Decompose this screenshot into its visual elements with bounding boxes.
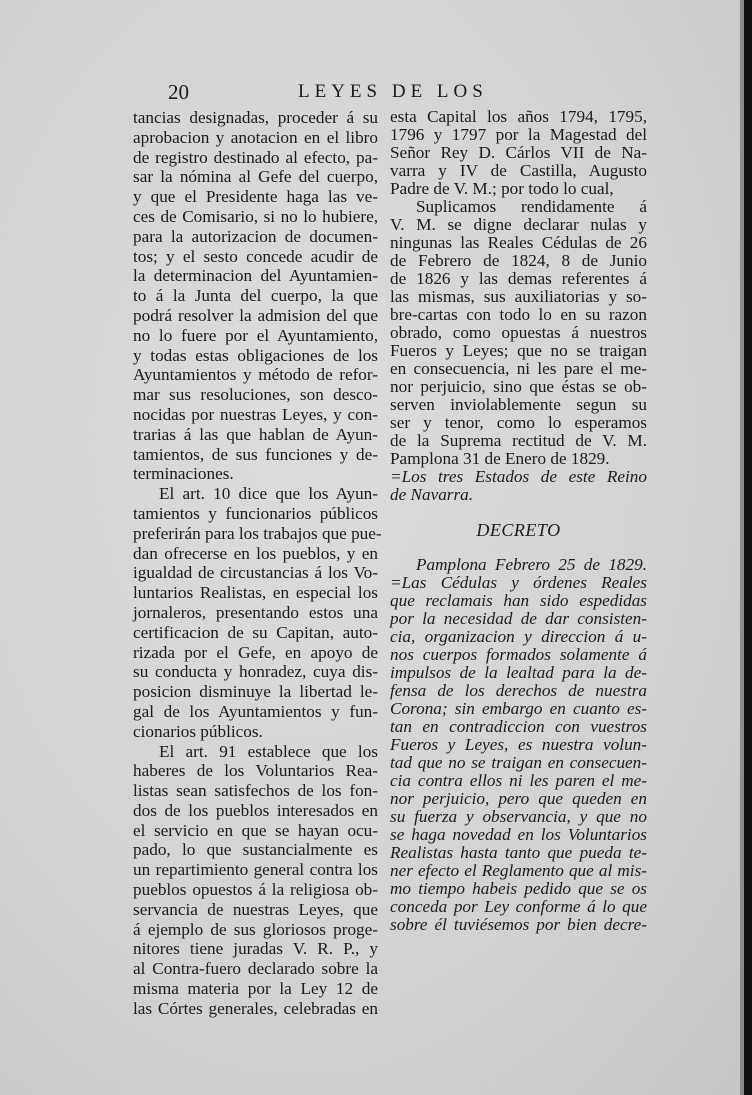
text-line: tancias designadas, proceder á su xyxy=(133,108,378,127)
left-column xyxy=(133,108,382,1019)
text-line: de Febrero de 1824, 8 de Junio xyxy=(390,251,647,270)
right-column xyxy=(390,108,647,934)
decree-text xyxy=(390,556,647,934)
paragraph xyxy=(390,556,647,934)
text-line: cionarios públicos. xyxy=(133,721,263,741)
text-line: trarias á las que hablan de Ayun- xyxy=(133,424,378,444)
text-line: de la Suprema rectitud de V. M. xyxy=(390,431,647,450)
text-line: El art. 91 establece que los xyxy=(159,741,378,761)
text-line: su conducta y honradez, cuya dis- xyxy=(133,662,378,682)
text-line: El art. 10 dice que los Ayun- xyxy=(159,484,378,504)
page-number: 20 xyxy=(168,80,189,104)
text-line: Padre de V. M.; por todo lo cual, xyxy=(390,179,614,198)
text-line: aprobacion y anotacion en el libro xyxy=(133,127,378,147)
text-line: listas sean satisfechos de los fon- xyxy=(133,781,378,801)
text-line: que reclamais han sido espedidas xyxy=(390,591,647,610)
text-line: ningunas las Reales Cédulas de 26 xyxy=(390,233,647,252)
text-line: ner efecto el Reglamento que al mis- xyxy=(390,861,647,880)
text-line: obrado, como opuestas á nuestros xyxy=(390,323,647,342)
text-line: Fueros y Leyes; que no se traigan xyxy=(390,341,647,360)
text-line: nocidas por nuestras Leyes, y con- xyxy=(133,404,378,424)
text-line: gal de los Ayuntamientos y fun- xyxy=(133,701,378,721)
text-line: sobre él tuviésemos por bien decre- xyxy=(390,915,647,934)
text-line: certificacion de su Capitan, auto- xyxy=(133,622,378,642)
text-line: pueblos opuestos á la religiosa ob- xyxy=(133,880,378,900)
text-line: fensa de los derechos de nuestra xyxy=(390,681,647,700)
text-line: nor perjuicio, pero que queden en xyxy=(390,789,647,808)
text-line: Ayuntamientos y método de refor- xyxy=(133,365,378,385)
text-line: sar la nómina al Gefe del cuerpo, xyxy=(133,167,378,187)
text-line: dos de los pueblos interesados en xyxy=(133,800,378,820)
text-line: nor perjuicio, sino que éstas se ob- xyxy=(390,377,647,396)
text-line: =Los tres Estados de este Reino xyxy=(390,467,647,486)
text-line: nos cuerpos formados solamente á xyxy=(390,645,647,664)
text-line: Fueros y Leyes, es nuestra volun- xyxy=(390,735,647,754)
text-line: luntarios Realistas, en especial los xyxy=(133,583,378,603)
text-line: á ejemplo de sus gloriosos proge- xyxy=(133,919,378,939)
text-line: mar sus resoluciones, son desco- xyxy=(133,385,378,405)
scan-edge xyxy=(744,0,752,1095)
text-line: la determinacion del Ayuntamien- xyxy=(133,266,378,286)
text-line: to á la Junta del cuerpo, la que xyxy=(133,286,378,306)
text-line: impulsos de la lealtad para la de- xyxy=(390,663,647,682)
text-line: y que el Presidente haga las ve- xyxy=(133,187,378,207)
text-line: el servicio en que se hayan ocu- xyxy=(133,820,378,840)
text-line: por la necesidad de dar consisten- xyxy=(390,609,647,628)
text-line: V. M. se digne declarar nulas y xyxy=(390,215,647,234)
text-line: dan ofrecerse en los pueblos, y en xyxy=(133,543,378,563)
text-line: conceda por Ley conforme á lo que xyxy=(390,897,647,916)
text-line: Suplicamos rendidamente á xyxy=(416,197,647,216)
text-line: 1796 y 1797 por la Magestad del xyxy=(390,125,647,144)
text-line: nitores tiene juradas V. R. P., y xyxy=(133,939,378,959)
text-line: tad que no se traigan en consecuen- xyxy=(390,753,647,772)
text-line: cia contra ellos ni les paren el me- xyxy=(390,771,647,790)
paragraph xyxy=(390,468,647,504)
page-header xyxy=(0,80,752,106)
text-line: terminaciones. xyxy=(133,464,234,484)
text-line: las Córtes generales, celebradas en xyxy=(133,998,378,1018)
text-line: posicion disminuye la libertad le- xyxy=(133,682,378,702)
text-line: tos; y el sesto concede acudir de xyxy=(133,246,378,266)
text-line: pado, lo que sustancialmente es xyxy=(133,840,378,860)
text-line: ser y tenor, como lo esperamos xyxy=(390,413,647,432)
running-title: LEYES DE LOS xyxy=(298,81,488,102)
paragraph xyxy=(390,108,647,198)
text-line: Pamplona Febrero 25 de 1829. xyxy=(416,555,647,574)
text-line: misma materia por la Ley 12 de xyxy=(133,979,378,999)
text-line: tamientos, de sus funciones y de- xyxy=(133,444,378,464)
text-line: tamientos y funcionarios públicos xyxy=(133,503,378,523)
text-line: al Contra-fuero declarado sobre la xyxy=(133,959,378,979)
text-line: bre-cartas con todo lo en su razon xyxy=(390,305,647,324)
text-line: haberes de los Voluntarios Rea- xyxy=(133,761,378,781)
text-line: Señor Rey D. Cárlos VII de Na- xyxy=(390,143,647,162)
text-line: de registro destinado al efecto, pa- xyxy=(133,147,378,167)
text-line: Realistas hasta tanto que pueda te- xyxy=(390,843,647,862)
text-line: Corona; sin embargo en cuanto es- xyxy=(390,699,647,718)
text-line: Pamplona 31 de Enero de 1829. xyxy=(390,449,610,468)
text-line: preferirán para los trabajos que pue- xyxy=(133,523,382,543)
text-line: servancia de nuestras Leyes, que xyxy=(133,899,378,919)
petition-text xyxy=(390,108,647,504)
text-line: y todas estas obligaciones de los xyxy=(133,345,378,365)
text-line: no lo fuere por el Ayuntamiento, xyxy=(133,325,378,345)
text-line: para la autorizacion de documen- xyxy=(133,226,378,246)
text-line: de Navarra. xyxy=(390,485,474,504)
text-line: jornaleros, presentando estos una xyxy=(133,602,378,622)
text-line: ces de Comisario, si no lo hubiere, xyxy=(133,206,378,226)
text-line: se haga novedad en los Voluntarios xyxy=(390,825,647,844)
text-line: un repartimiento general contra los xyxy=(133,860,378,880)
text-line: en consecuencia, ni les pare el me- xyxy=(390,359,647,378)
text-line: las mismas, sus auxiliatorias y so- xyxy=(390,287,647,306)
text-line: rizada por el Gefe, en apoyo de xyxy=(133,642,378,662)
text-line: cia, organizacion y direccion á u- xyxy=(390,627,647,646)
paragraph xyxy=(133,108,378,484)
text-line: podrá resolver la admision del que xyxy=(133,305,378,325)
text-line: =Las Cédulas y órdenes Reales xyxy=(390,573,647,592)
text-line: su fuerza y observancia, y que no xyxy=(390,807,647,826)
text-line: igualdad de circustancias á los Vo- xyxy=(133,563,378,583)
text-line: tan en contradiccion con vuestros xyxy=(390,717,647,736)
paragraph xyxy=(133,742,378,1019)
decree-heading: DECRETO xyxy=(476,520,561,540)
text-line: serven inviolablemente segun su xyxy=(390,395,647,414)
text-line: esta Capital los años 1794, 1795, xyxy=(390,107,647,126)
paragraph xyxy=(390,198,647,468)
text-line: mo tiempo habeis pedido que se os xyxy=(390,879,647,898)
text-line: de 1826 y las demas referentes á xyxy=(390,269,647,288)
text-line: varra y IV de Castilla, Augusto xyxy=(390,161,647,180)
paragraph xyxy=(133,484,382,741)
